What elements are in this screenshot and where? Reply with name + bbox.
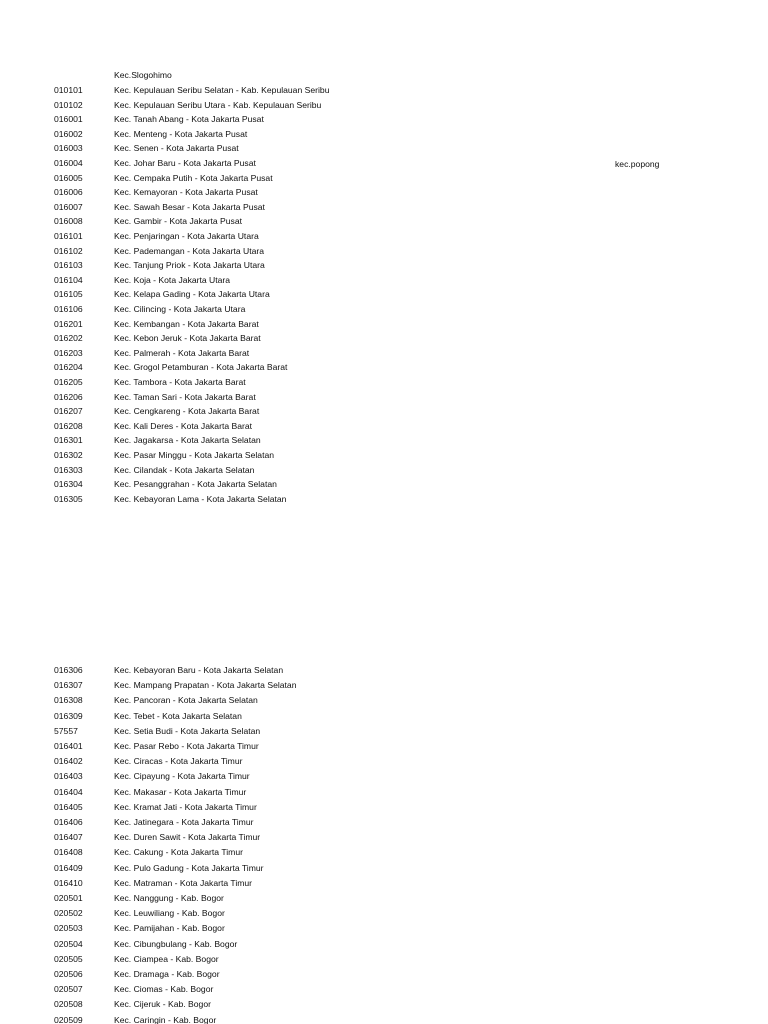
district-name: Kec. Leuwiliang - Kab. Bogor xyxy=(114,908,225,919)
district-name: Kec. Sawah Besar - Kota Jakarta Pusat xyxy=(114,201,265,212)
district-name: Kec. Johar Baru - Kota Jakarta Pusat xyxy=(114,158,256,168)
header-label: Kec.Slogohimo xyxy=(114,70,172,80)
district-name: Kec. Pancoran - Kota Jakarta Selatan xyxy=(114,695,258,706)
district-code: 016001 xyxy=(54,114,83,125)
district-code: 016406 xyxy=(54,817,83,827)
district-name: Kec. Jagakarsa - Kota Jakarta Selatan xyxy=(114,435,261,446)
district-code: 016401 xyxy=(54,741,83,751)
district-name: Kec. Cakung - Kota Jakarta Timur xyxy=(114,847,243,858)
district-code: 016402 xyxy=(54,756,83,767)
district-name: Kec. Kebayoran Lama - Kota Jakarta Selatan xyxy=(114,493,287,504)
district-code: 016407 xyxy=(54,832,83,843)
district-name: Kec. Mampang Prapatan - Kota Jakarta Selatan xyxy=(114,680,297,691)
district-name: Kec. Cipayung - Kota Jakarta Timur xyxy=(114,771,250,782)
district-name: Kec. Ciracas - Kota Jakarta Timur xyxy=(114,756,243,767)
district-name: Kec. Matraman - Kota Jakarta Timur xyxy=(114,877,253,888)
district-name: Kec. Kembangan - Kota Jakarta Barat xyxy=(114,318,259,329)
district-code: 016306 xyxy=(54,665,83,675)
district-code: 016208 xyxy=(54,420,83,431)
side-note: kec.popong xyxy=(615,159,660,169)
district-name: Kec. Jatinegara - Kota Jakarta Timur xyxy=(114,817,254,827)
district-name: Kec. Taman Sari - Kota Jakarta Barat xyxy=(114,391,256,402)
district-code: 016303 xyxy=(54,464,83,475)
district-name: Kec. Kebayoran Baru - Kota Jakarta Selatan xyxy=(114,665,284,675)
district-code: 57557 xyxy=(54,725,78,736)
district-code: 016006 xyxy=(54,187,83,198)
district-name: Kec. Cilincing - Kota Jakarta Utara xyxy=(114,304,246,314)
district-code: 016102 xyxy=(54,245,83,256)
district-name: Kec. Grogol Petamburan - Kota Jakarta Barat xyxy=(114,362,288,373)
district-name: Kec. Duren Sawit - Kota Jakarta Timur xyxy=(114,832,261,843)
district-name: Kec. Kelapa Gading - Kota Jakarta Utara xyxy=(114,289,270,300)
district-code: 016005 xyxy=(54,172,83,183)
district-name: Kec. Makasar - Kota Jakarta Timur xyxy=(114,786,247,797)
district-name: Kec. Pesanggrahan - Kota Jakarta Selatan xyxy=(114,479,277,490)
district-code: 016104 xyxy=(54,274,83,285)
district-code: 016105 xyxy=(54,289,83,300)
district-code: 020505 xyxy=(54,953,83,964)
district-name: Kec. Cijeruk - Kab. Bogor xyxy=(114,999,211,1010)
district-name: Kec. Penjaringan - Kota Jakarta Utara xyxy=(114,231,259,241)
district-code: 016207 xyxy=(54,406,83,417)
district-code: 016302 xyxy=(54,450,83,460)
district-code: 016101 xyxy=(54,231,83,241)
district-code: 020507 xyxy=(54,984,83,995)
district-code: 016405 xyxy=(54,801,83,812)
district-code: 016106 xyxy=(54,304,83,314)
district-name: Kec. Cempaka Putih - Kota Jakarta Pusat xyxy=(114,172,273,183)
district-name: Kec. Palmerah - Kota Jakarta Barat xyxy=(114,347,250,358)
district-code: 016204 xyxy=(54,362,83,373)
district-code: 016410 xyxy=(54,877,83,888)
district-code: 016203 xyxy=(54,347,83,358)
district-code: 016201 xyxy=(54,318,83,329)
district-name: Kec. Kemayoran - Kota Jakarta Pusat xyxy=(114,187,258,198)
district-code: 016008 xyxy=(54,216,83,227)
district-code: 016007 xyxy=(54,201,83,212)
district-code: 020508 xyxy=(54,999,83,1010)
district-code: 020501 xyxy=(54,893,83,903)
district-code: 020506 xyxy=(54,969,83,979)
district-code: 016403 xyxy=(54,771,83,782)
district-code: 016003 xyxy=(54,143,83,154)
district-name: Kec. Kebon Jeruk - Kota Jakarta Barat xyxy=(114,333,261,344)
district-name: Kec. Pulo Gadung - Kota Jakarta Timur xyxy=(114,862,264,873)
district-name: Kec. Tanjung Priok - Kota Jakarta Utara xyxy=(114,260,265,271)
district-code: 016103 xyxy=(54,260,83,271)
district-code: 016408 xyxy=(54,847,83,858)
district-code: 016202 xyxy=(54,333,83,344)
district-code: 016206 xyxy=(54,391,83,402)
district-code: 020504 xyxy=(54,938,83,949)
district-name: Kec. Kali Deres - Kota Jakarta Barat xyxy=(114,420,253,431)
district-name: Kec. Tambora - Kota Jakarta Barat xyxy=(114,377,246,387)
district-name: Kec. Kramat Jati - Kota Jakarta Timur xyxy=(114,801,257,812)
district-code: 020503 xyxy=(54,923,83,934)
district-name: Kec. Pademangan - Kota Jakarta Utara xyxy=(114,245,264,256)
district-code: 016305 xyxy=(54,493,83,504)
district-code: 016307 xyxy=(54,680,83,691)
district-code: 016301 xyxy=(54,435,83,446)
district-code: 016404 xyxy=(54,786,83,797)
district-code: 016205 xyxy=(54,377,83,387)
district-code: 020502 xyxy=(54,908,83,919)
district-code: 016004 xyxy=(54,158,83,168)
district-name: Kec. Tanah Abang - Kota Jakarta Pusat xyxy=(114,114,264,125)
district-code: 016309 xyxy=(54,710,83,721)
district-name: Kec. Pamijahan - Kab. Bogor xyxy=(114,923,225,934)
district-code: 016308 xyxy=(54,695,83,706)
district-name: Kec. Gambir - Kota Jakarta Pusat xyxy=(114,216,243,227)
district-name: Kec. Ciampea - Kab. Bogor xyxy=(114,953,219,964)
district-code: 010102 xyxy=(54,99,83,110)
district-name: Kec. Koja - Kota Jakarta Utara xyxy=(114,274,231,285)
district-name: Kec. Senen - Kota Jakarta Pusat xyxy=(114,143,239,154)
district-name: Kec. Nanggung - Kab. Bogor xyxy=(114,893,224,903)
district-code: 016002 xyxy=(54,128,83,139)
district-code: 020509 xyxy=(54,1014,83,1024)
district-name: Kec. Pasar Rebo - Kota Jakarta Timur xyxy=(114,741,259,751)
district-name: Kec. Kepulauan Seribu Utara - Kab. Kepulauan Seribu xyxy=(114,99,322,110)
district-name: Kec. Setia Budi - Kota Jakarta Selatan xyxy=(114,725,261,736)
district-name: Kec. Cibungbulang - Kab. Bogor xyxy=(114,938,238,949)
district-name: Kec. Kepulauan Seribu Selatan - Kab. Kepulauan Seribu xyxy=(114,85,330,95)
district-name: Kec. Menteng - Kota Jakarta Pusat xyxy=(114,128,248,139)
district-name: Kec. Ciomas - Kab. Bogor xyxy=(114,984,214,995)
district-name: Kec. Dramaga - Kab. Bogor xyxy=(114,969,220,979)
district-name: Kec. Pasar Minggu - Kota Jakarta Selatan xyxy=(114,450,275,460)
district-code: 016304 xyxy=(54,479,83,490)
district-name: Kec. Cengkareng - Kota Jakarta Barat xyxy=(114,406,260,417)
district-code: 016409 xyxy=(54,862,83,873)
district-name: Kec. Caringin - Kab. Bogor xyxy=(114,1014,217,1024)
district-name: Kec. Tebet - Kota Jakarta Selatan xyxy=(114,710,242,721)
district-name: Kec. Cilandak - Kota Jakarta Selatan xyxy=(114,464,255,475)
district-code: 010101 xyxy=(54,85,83,95)
